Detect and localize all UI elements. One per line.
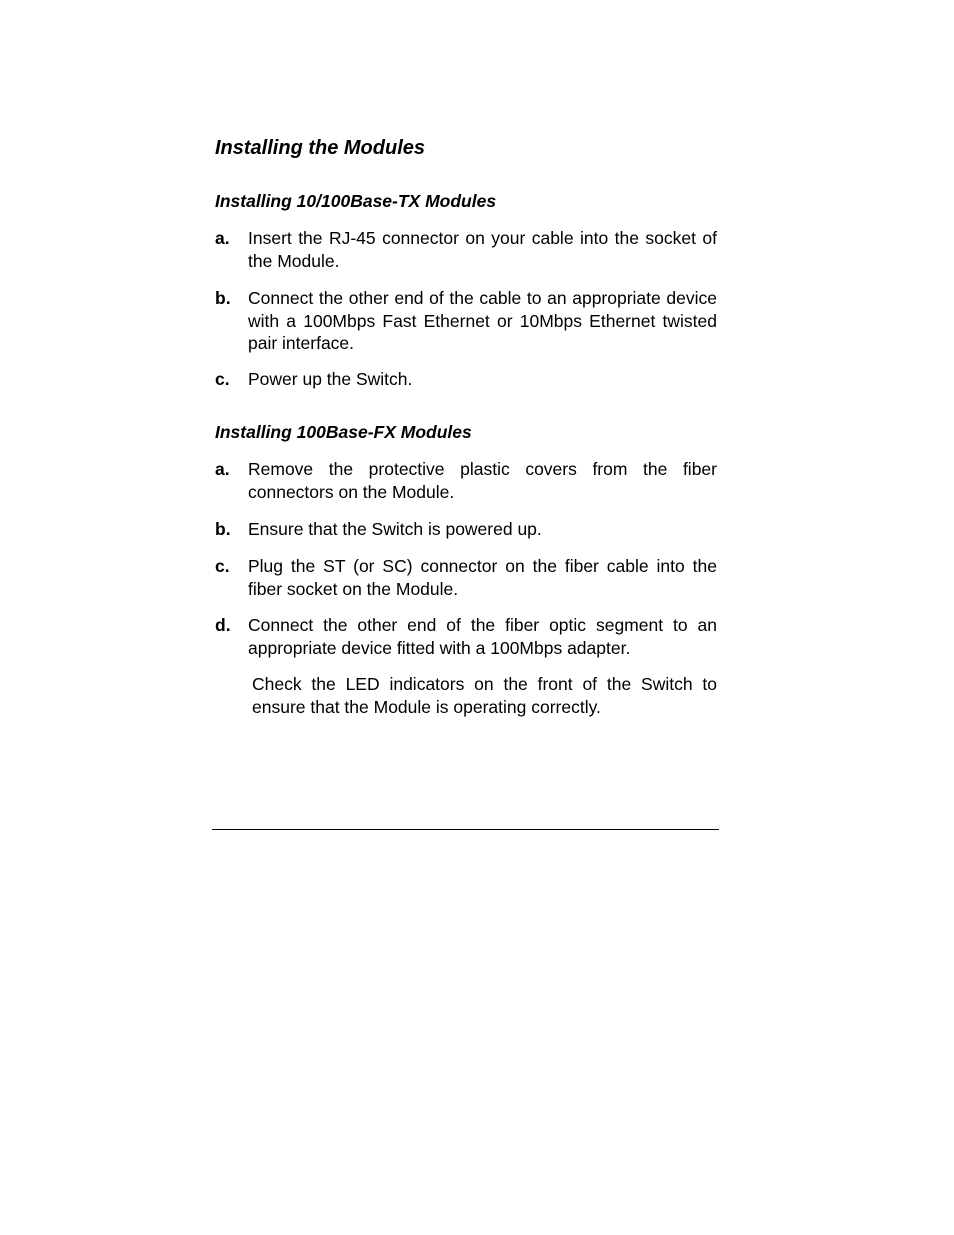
section-heading-tx: Installing 10/100Base-TX Modules bbox=[215, 191, 497, 211]
step-letter: c. bbox=[215, 369, 230, 389]
page-title: Installing the Modules bbox=[215, 137, 426, 159]
step-letter: c. bbox=[215, 556, 230, 576]
step-letter: d. bbox=[215, 615, 231, 635]
footer-divider bbox=[212, 829, 719, 830]
step-text: Insert the RJ-45 connector on your cable into the socket of the Module. bbox=[248, 228, 717, 271]
step-letter: b. bbox=[215, 519, 231, 539]
step-text: Connect the other end of the cable to an appropriate device with a 100Mbps Fast Ethernet or 10Mbps Ethernet twisted pair interface. bbox=[248, 288, 717, 353]
step-text: Ensure that the Switch is powered up. bbox=[248, 519, 542, 539]
step-letter: a. bbox=[215, 228, 230, 248]
step-letter: b. bbox=[215, 288, 231, 308]
step-text: Connect the other end of the fiber optic segment to an appropriate device fitted with a 100Mbps adapter. bbox=[248, 615, 717, 658]
led-check-note: Check the LED indicators on the front of the Switch to ensure that the Module is operating correctly. bbox=[252, 674, 717, 717]
step-text: Power up the Switch. bbox=[248, 369, 413, 389]
section-heading-fx: Installing 100Base-FX Modules bbox=[215, 422, 472, 442]
step-text: Plug the ST (or SC) connector on the fiber cable into the fiber socket on the Module. bbox=[248, 556, 717, 599]
step-text: Remove the protective plastic covers from the fiber connectors on the Module. bbox=[248, 459, 717, 502]
step-letter: a. bbox=[215, 459, 230, 479]
